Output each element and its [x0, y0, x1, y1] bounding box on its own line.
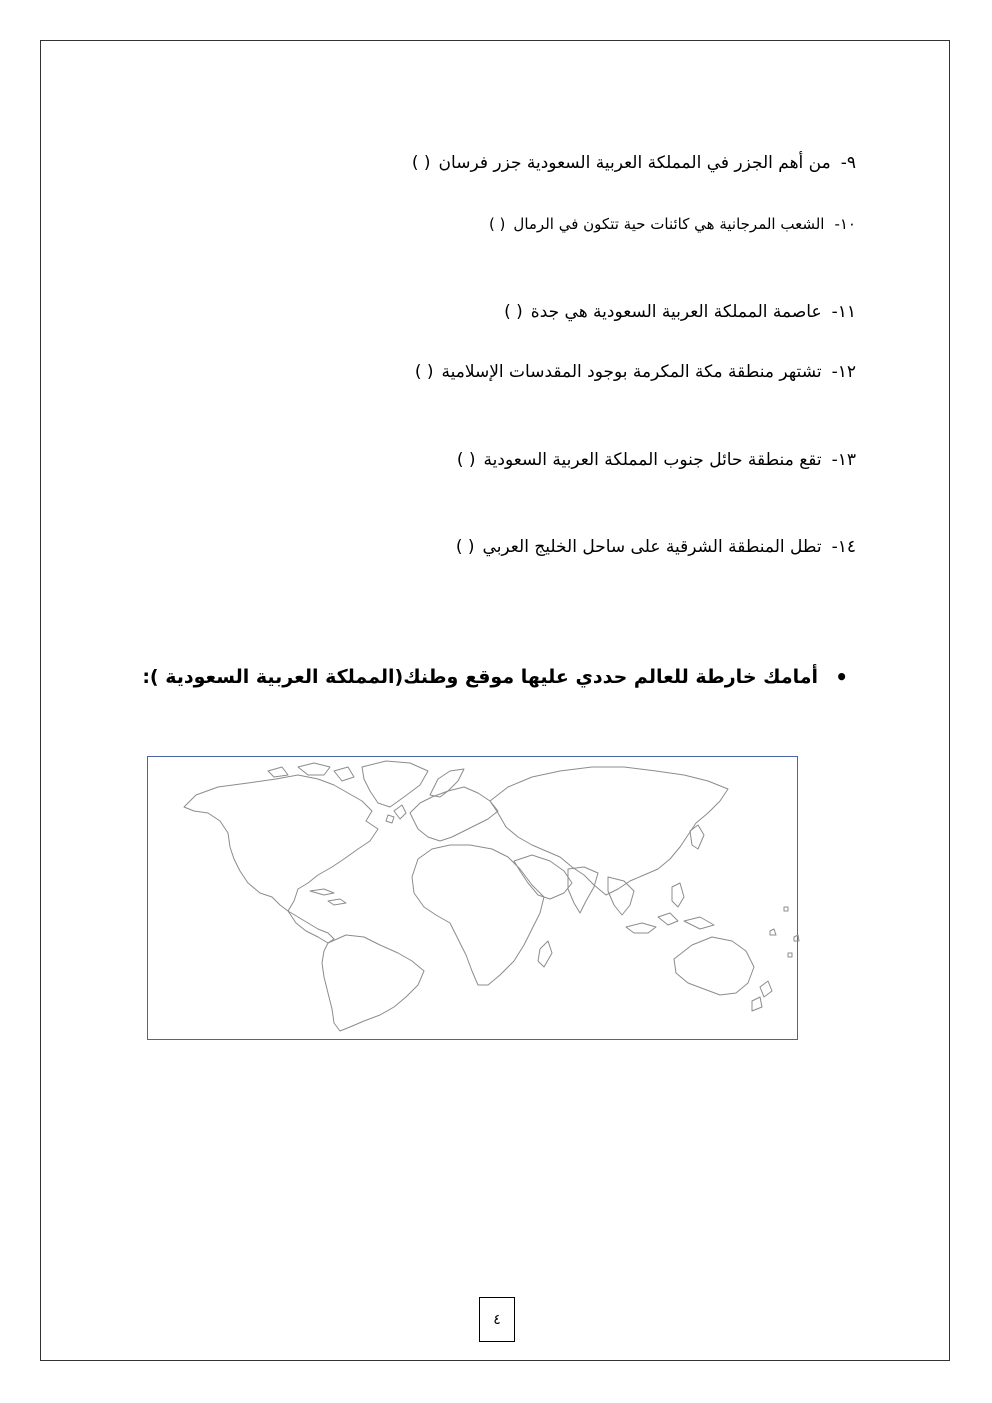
- question-12: [415, 360, 856, 384]
- answer-blank[interactable]: ( ): [411, 153, 431, 173]
- answer-blank[interactable]: ( ): [456, 450, 476, 470]
- world-map-icon: [148, 757, 799, 1041]
- world-map-frame[interactable]: [147, 756, 798, 1040]
- question-13: [457, 448, 856, 472]
- question-text: تشتهر منطقة مكة المكرمة بوجود المقدسات الإسلامية: [441, 362, 822, 382]
- map-task-text: أمامك خارطة للعالم حددي عليها موقع وطنك(المملكة العربية السعودية ):: [142, 666, 818, 688]
- new-zealand-outline: [752, 981, 772, 1011]
- africa-outline: [412, 845, 544, 985]
- question-number: ٩-: [840, 153, 856, 173]
- question-text: الشعب المرجانية هي كائنات حية تتكون في الرمال: [513, 215, 825, 233]
- bullet-icon: •: [835, 665, 848, 689]
- australia-outline: [674, 937, 754, 995]
- southeast-asia-outline: [608, 877, 634, 915]
- page-number-box: [479, 1297, 515, 1342]
- question-number: ١٠-: [834, 215, 856, 233]
- question-text: تقع منطقة حائل جنوب المملكة العربية السعودية: [483, 450, 822, 470]
- europe-outline: [410, 787, 498, 841]
- question-14: [456, 535, 856, 559]
- question-text: تطل المنطقة الشرقية على ساحل الخليج العربي: [482, 537, 822, 557]
- british-isles-outline: [386, 805, 406, 823]
- question-10: [489, 212, 856, 236]
- answer-blank[interactable]: ( ): [488, 215, 506, 233]
- greenland-outline: [362, 761, 428, 807]
- question-text: عاصمة المملكة العربية السعودية هي جدة: [530, 302, 822, 322]
- answer-blank[interactable]: ( ): [504, 302, 523, 322]
- caribbean-outline: [310, 889, 346, 905]
- arabian-peninsula-outline: [514, 855, 572, 899]
- question-text: من أهم الجزر في المملكة العربية السعودية جزر فرسان: [438, 153, 831, 173]
- central-america-outline: [288, 911, 334, 943]
- map-task-instruction: [142, 662, 848, 692]
- answer-blank[interactable]: ( ): [455, 537, 475, 557]
- page-number: ٤: [493, 1311, 501, 1328]
- question-number: ١٢-: [831, 362, 856, 382]
- question-11: [504, 300, 856, 324]
- question-number: ١١-: [831, 302, 856, 322]
- north-america-outline: [184, 775, 378, 911]
- scandinavia-outline: [430, 769, 464, 797]
- question-number: ١٣-: [831, 450, 856, 470]
- answer-blank[interactable]: ( ): [414, 362, 434, 382]
- pacific-islands-outline: [770, 907, 799, 957]
- question-9: [412, 151, 856, 175]
- page-border: [40, 40, 950, 1361]
- south-america-outline: [322, 935, 424, 1031]
- philippines-outline: [672, 883, 684, 907]
- indonesia-outline: [626, 913, 714, 933]
- madagascar-outline: [538, 941, 552, 967]
- question-number: ١٤-: [831, 537, 856, 557]
